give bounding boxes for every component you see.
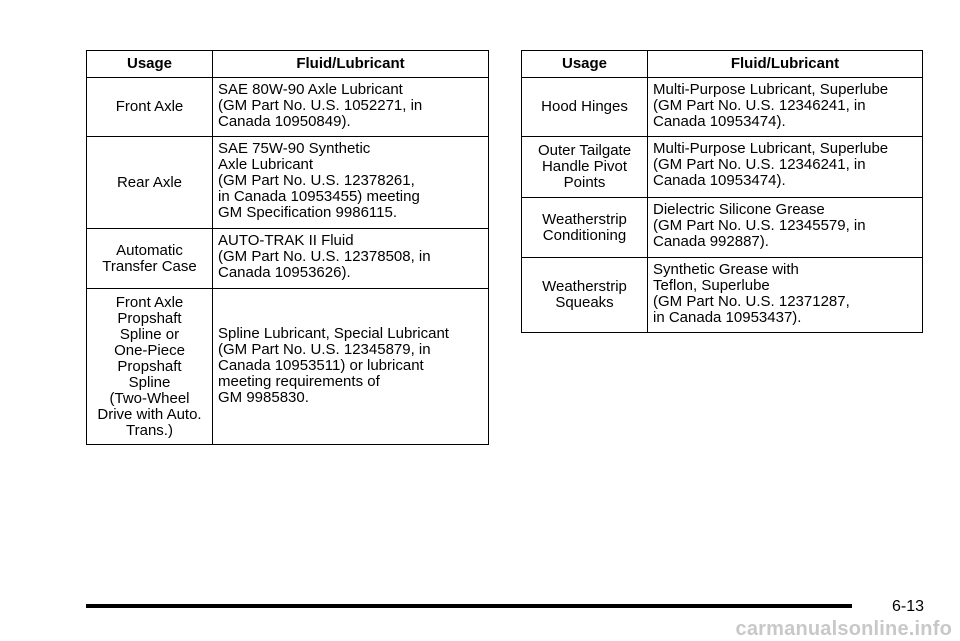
usage-text: Weatherstrip Squeaks [542,278,627,311]
fluid-column-header: Fluid/Lubricant [648,51,923,78]
usage-text: Front Axle [115,98,184,115]
usage-text: Hood Hinges [541,98,628,115]
usage-cell [87,137,213,229]
fluid-text: Synthetic Grease with Teflon, Superlube (GM Part No. U.S. 12371287, in Canada 10953437). [653,261,850,326]
usage-text: Front Axle Propshaft Spline or One-Piece Propshaft Spline (Two-Wheel Drive with Auto. Trans.) [97,293,202,439]
fluid-cell [213,289,489,445]
usage-text: Weatherstrip Conditioning [542,210,627,244]
table-row [522,198,923,258]
fluid-cell [648,258,923,333]
table-row [522,258,923,333]
fluid-text: AUTO-TRAK II Fluid (GM Part No. U.S. 12378508, in Canada 10953626). [218,232,431,281]
watermark: carmanualsonline.info [735,618,952,640]
table-row [522,137,923,198]
usage-cell [522,198,648,258]
fluid-text: Spline Lubricant, Special Lubricant (GM Part No. U.S. 12345879, in Canada 10953511) or lubricant meeting requirements of GM 9985830. [218,324,449,406]
usage-column-header: Usage [87,51,213,78]
usage-cell [522,137,648,198]
fluid-cell [648,137,923,198]
table-row [87,137,489,229]
usage-text: Outer Tailgate Handle Pivot Points [537,142,632,191]
fluid-cell [213,137,489,229]
usage-cell [522,78,648,137]
table-row [522,78,923,137]
table-row [87,229,489,289]
fluid-text: Multi-Purpose Lubricant, Superlube (GM Part No. U.S. 12346241, in Canada 10953474). [653,81,889,130]
fluid-cell [648,198,923,258]
fluid-cell [213,229,489,289]
fluid-text: SAE 80W-90 Axle Lubricant (GM Part No. U.S. 1052271, in Canada 10950849). [218,81,423,130]
table-header-row [87,51,489,78]
usage-cell [87,229,213,289]
usage-text: Automatic Transfer Case [102,241,197,275]
footer-rule [86,604,852,608]
usage-text: Rear Axle [116,173,183,191]
right-fluid-lubricant-table [521,50,923,333]
fluid-text: SAE 75W-90 Synthetic Axle Lubricant (GM Part No. U.S. 12378261, in Canada 10953455) meeting GM Specification 9986115. [218,140,420,221]
usage-column-header: Usage [522,51,648,78]
table-row [87,289,489,445]
table-header-row [522,51,923,78]
fluid-column-header: Fluid/Lubricant [213,51,489,78]
fluid-cell [213,78,489,137]
table-row [87,78,489,137]
fluid-text: Dielectric Silicone Grease (GM Part No. U.S. 12345579, in Canada 992887). [653,201,866,250]
left-fluid-lubricant-table [86,50,489,445]
usage-cell [522,258,648,333]
fluid-cell [648,78,923,137]
page-number: 6-13 [891,598,924,615]
fluid-text: Multi-Purpose Lubricant, Superlube (GM Part No. U.S. 12346241, in Canada 10953474). [653,140,889,189]
usage-cell [87,78,213,137]
usage-cell [87,289,213,445]
